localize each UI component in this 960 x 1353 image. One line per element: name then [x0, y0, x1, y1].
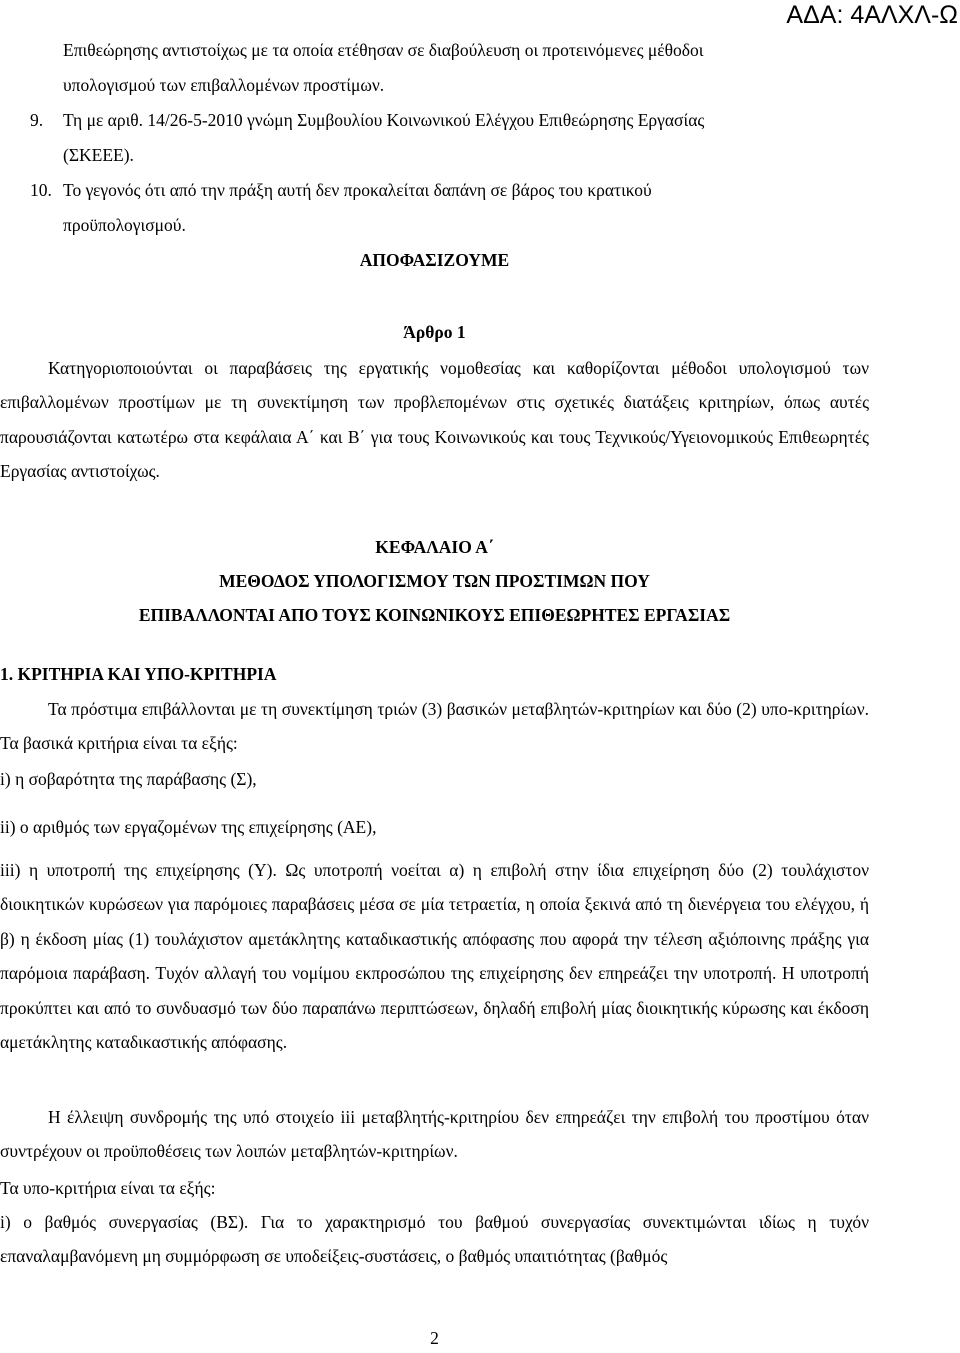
intro-paragraph: Τα πρόστιμα επιβάλλονται με τη συνεκτίμηση τριών (3) βασικών μεταβλητών-κριτηρίων και δύο (2) υπο-κριτηρίων. Τα βασικά κριτήρια είναι τα εξής: — [0, 699, 869, 754]
criterion-i: i) η σοβαρότητα της παράβασης (Σ), — [0, 769, 257, 789]
list-item-number: 10. — [30, 180, 52, 200]
page-number: 2 — [430, 1328, 439, 1348]
criterion-iii-paragraph: iii) η υποτροπή της επιχείρησης (Υ). Ως υποτροπή νοείται α) η επιβολή στην ίδια επιχείρηση δύο (2) τουλάχιστον διοικητικών κυρώσεων για παρόμοιες παραβάσεις μέσα σε μία τετραετία, η οποία ξεκινά από τη διενέργεια του ελέγχου, ή β) η έκδοση μίας (1) τουλάχιστον αμετάκλητης καταδικαστικής απόφασης που αφορά την τέλεση αξιόποινης πράξης για παρόμοια παράβαση. Τυχόν αλλαγή του νομίμου εκπροσώπου της επιχείρησης δεν επηρεάζει την υποτροπή. Η υποτροπή προκύπτει και από το συνδυασμό των δύο παραπάνω περιπτώσεων, δηλαδή επιβολή μίας διοικητικής κύρωσης και έκδοση αμετάκλητης καταδικαστικής απόφασης. — [0, 860, 869, 1053]
section-intro — [0, 692, 869, 761]
chapter-subtitle-1: ΜΕΘΟΔΟΣ ΥΠΟΛΟΓΙΣΜΟΥ ΤΩΝ ΠΡΟΣΤΙΜΩΝ ΠΟΥ — [219, 571, 650, 591]
item-10-continuation: προϋπολογισμού. — [63, 215, 186, 235]
chapter-subtitle-2: ΕΠΙΒΑΛΛΟΝΤΑΙ ΑΠΟ ΤΟΥΣ ΚΟΙΝΩΝΙΚΟΥΣ ΕΠΙΘΕΩΡΗΤΕΣ ΕΡΓΑΣΙΑΣ — [138, 605, 731, 625]
absence-text: Η έλλειψη συνδρομής της υπό στοιχείο iii μεταβλητής-κριτηρίου δεν επηρεάζει την επιβολή του προστίμου όταν συντρέχουν οι προϋποθέσεις των λοιπών μεταβλητών-κριτηρίων. — [0, 1107, 869, 1162]
list-item-text: Το γεγονός ότι από την πράξη αυτή δεν προκαλείται δαπάνη σε βάρος του κρατικού — [63, 180, 652, 200]
list-item-number: 9. — [30, 110, 44, 130]
item-8-continuation-1: Επιθεώρησης αντιστοίχως με τα οποία ετέθησαν σε διαβούλευση οι προτεινόμενες μέθοδοι — [63, 40, 704, 60]
criterion-iii — [0, 853, 869, 1059]
article-title: Άρθρο 1 — [403, 322, 466, 342]
item-8-continuation-2: υπολογισμού των επιβαλλομένων προστίμων. — [63, 75, 385, 95]
decision-title: ΑΠΟΦΑΣΙΖΟΥΜΕ — [359, 250, 510, 270]
criterion-ii: ii) ο αριθμός των εργαζομένων της επιχείρησης (ΑΕ), — [0, 817, 377, 837]
sub-criterion-i-paragraph: i) ο βαθμός συνεργασίας (ΒΣ). Για το χαρακτηρισμό του βαθμού συνεργασίας συνεκτιμώνται ιδίως η τυχόν επαναλαμβανόμενη μη συμμόρφωση σε υποδείξεις-συστάσεις, ο βαθμός υπαιτιότητας (βαθμός — [0, 1212, 869, 1267]
list-item-text: Τη με αριθ. 14/26-5-2010 γνώμη Συμβουλίου Κοινωνικού Ελέγχου Επιθεώρησης Εργασίας — [63, 110, 705, 130]
section-heading: 1. ΚΡΙΤΗΡΙΑ ΚΑΙ ΥΠΟ-ΚΡΙΤΗΡΙΑ — [0, 664, 277, 684]
article-paragraph: Κατηγοριοποιούνται οι παραβάσεις της εργατικής νομοθεσίας και καθορίζονται μέθοδοι υπολογισμού των επιβαλλομένων προστίμων με τη συνεκτίμηση των προβλεπομένων στις σχετικές διατάξεις κριτηρίων, όπως αυτές παρουσιάζονται κατωτέρω στα κεφάλαια Α΄ και Β΄ για τους Κοινωνικούς και τους Τεχνικούς/Υγειονομικούς Επιθεωρητές Εργασίας αντιστοίχως. — [0, 358, 869, 482]
list-item-9 — [30, 103, 870, 137]
item-9-continuation: (ΣΚΕΕΕ). — [63, 145, 134, 165]
ada-code: ΑΔΑ: 4ΑΛΧΛ-Ω — [786, 1, 958, 29]
article-text — [0, 351, 869, 489]
sub-criteria-intro: Τα υπο-κριτήρια είναι τα εξής: — [0, 1178, 216, 1198]
absence-paragraph — [0, 1100, 869, 1169]
list-item-10 — [30, 173, 870, 207]
sub-criterion-i — [0, 1205, 869, 1274]
chapter-title: ΚΕΦΑΛΑΙΟ Α΄ — [375, 537, 494, 557]
